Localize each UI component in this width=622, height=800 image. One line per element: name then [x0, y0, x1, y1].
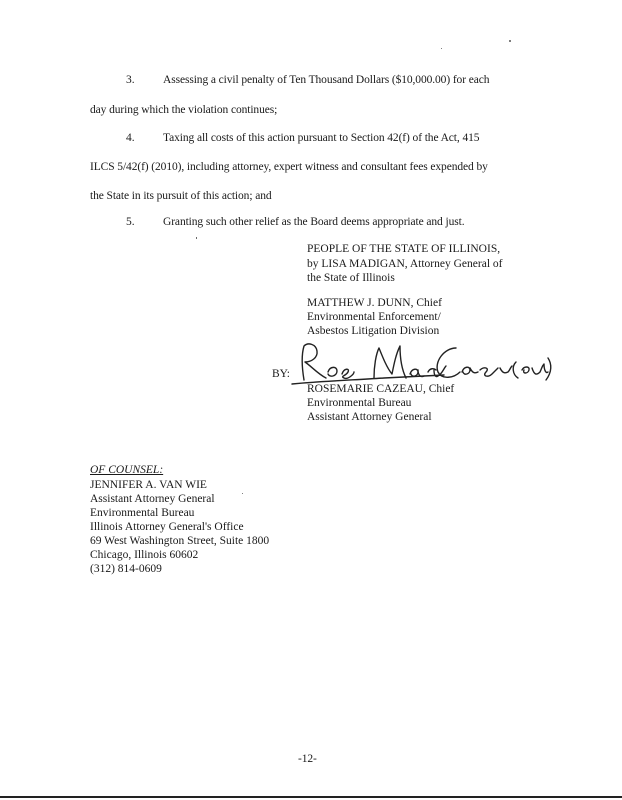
paragraph-5-number: 5.	[126, 216, 135, 228]
signatory-line-3: Assistant Attorney General	[307, 411, 432, 423]
of-counsel-line: Assistant Attorney General	[90, 493, 215, 505]
handwritten-signature	[284, 338, 554, 388]
paragraph-4-line-1: Taxing all costs of this action pursuant to Section 42(f) of the Act, 415	[163, 132, 480, 144]
scan-speck	[196, 237, 197, 239]
chief-line-1: MATTHEW J. DUNN, Chief	[307, 297, 442, 309]
scan-speck	[242, 493, 243, 494]
paragraph-5-line-1: Granting such other relief as the Board deems appropriate and just.	[163, 216, 465, 228]
chief-line-3: Asbestos Litigation Division	[307, 325, 440, 337]
plaintiff-line-1: PEOPLE OF THE STATE OF ILLINOIS,	[307, 243, 501, 255]
paragraph-4-line-2: ILCS 5/42(f) (2010), including attorney, expert witness and consultant fees expended by	[90, 161, 488, 173]
scan-speck	[441, 48, 442, 49]
page-number: -12-	[298, 753, 317, 765]
of-counsel-line: Chicago, Illinois 60602	[90, 549, 199, 561]
plaintiff-line-2: by LISA MADIGAN, Attorney General of	[307, 258, 503, 270]
chief-line-2: Environmental Enforcement/	[307, 311, 441, 323]
plaintiff-block	[307, 242, 567, 286]
scan-bottom-edge	[0, 796, 622, 798]
of-counsel-block	[90, 463, 350, 578]
of-counsel-line: Environmental Bureau	[90, 507, 195, 519]
paragraph-4-number: 4.	[126, 132, 135, 144]
signatory-line-2: Environmental Bureau	[307, 397, 412, 409]
signatory-block	[307, 382, 567, 426]
of-counsel-heading: OF COUNSEL:	[90, 464, 164, 476]
plaintiff-line-3: the State of Illinois	[307, 272, 395, 284]
paragraph-3-line-1: Assessing a civil penalty of Ten Thousand Dollars ($10,000.00) for each	[163, 74, 490, 86]
signatory-name: ROSEMARIE CAZEAU, Chief	[307, 383, 455, 395]
of-counsel-line: (312) 814-0609	[90, 563, 162, 575]
paragraph-3-line-2: day during which the violation continues;	[90, 104, 278, 116]
of-counsel-line: JENNIFER A. VAN WIE	[90, 479, 207, 491]
paragraph-3-number: 3.	[126, 74, 135, 86]
of-counsel-line: Illinois Attorney General's Office	[90, 521, 244, 533]
scan-speck	[509, 40, 511, 42]
paragraph-4-line-3: the State in its pursuit of this action; and	[90, 190, 272, 202]
of-counsel-line: 69 West Washington Street, Suite 1800	[90, 535, 270, 547]
by-label: BY:	[272, 368, 290, 380]
chief-block	[307, 296, 567, 340]
